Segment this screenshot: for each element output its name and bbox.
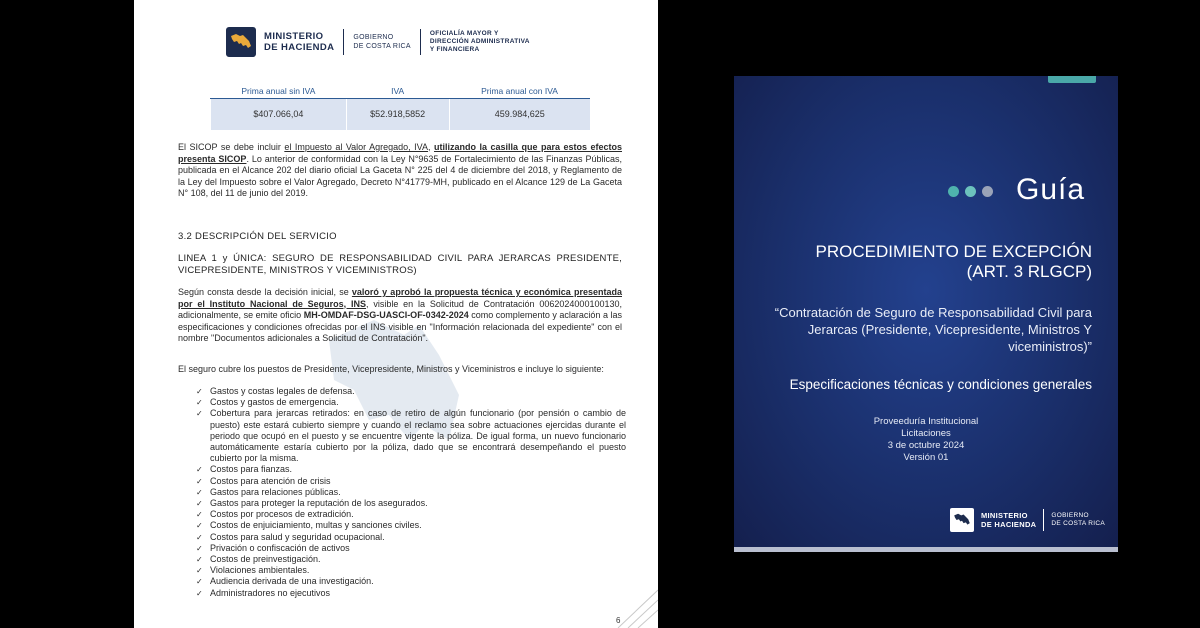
sicop-paragraph: El SICOP se debe incluir el Impuesto al Valor Agregado, IVA, utilizando la casilla que para estos efectos presenta SICOP. Lo anterior de conformidad con la Ley N°9635 de Fortalecimiento de las Finanzas Públicas, publicada en el Alcance 202 del diario oficial La Gaceta N° 225 del 4 de diciembre del 2018, y Reglamento de la Ley del Impuesto sobre el Valor Agregado, Decreto N°41779-MH, publicado en el Alcance 129 de La Gaceta N° 108, del 11 de junio del 2019. <box>178 142 622 198</box>
ministerio-hacienda-label: MINISTERIO DE HACIENDA <box>264 31 335 53</box>
page-number: 6 <box>616 616 621 625</box>
list-item <box>196 520 626 531</box>
list-item-text: Costos por procesos de extradición. <box>210 509 354 520</box>
prima-table <box>210 84 590 130</box>
specifications-subtitle: Especificaciones técnicas y condiciones generales <box>789 377 1092 392</box>
dot-icon <box>982 186 993 197</box>
table-cell: $407.066,04 <box>211 98 347 130</box>
table-header-row <box>211 84 591 98</box>
cover-info: Proveeduría Institucional Licitaciones 3 de octubre 2024 Versión 01 <box>873 416 979 463</box>
check-icon: ✓ <box>196 555 203 565</box>
check-icon: ✓ <box>196 409 203 419</box>
list-item-text: Gastos para proteger la reputación de los asegurados. <box>210 498 428 509</box>
list-item-text: Gastos para relaciones públicas. <box>210 486 341 497</box>
seguro-intro: El seguro cubre los puestos de Presidente, Vicepresidente, Ministros y Viceministros e incluye lo siguiente: <box>178 364 604 374</box>
list-item-text: Audiencia derivada de una investigación. <box>210 576 374 587</box>
oficialia-label: OFICIALÍA MAYOR Y DIRECCIÓN ADMINISTRATIVA Y FINANCIERA <box>429 30 530 53</box>
check-icon: ✓ <box>196 577 203 587</box>
cover-tab-accent <box>1048 76 1096 83</box>
list-item-text: Privación o confiscación de activos <box>210 542 350 553</box>
check-icon: ✓ <box>196 487 203 497</box>
costa-rica-map-logo-icon <box>226 27 256 57</box>
check-icon: ✓ <box>196 521 203 531</box>
list-item-text: Administradores no ejecutivos <box>210 587 331 598</box>
list-item-text: Costos de preinvestigación. <box>210 554 321 565</box>
check-icon: ✓ <box>196 499 203 509</box>
list-item <box>196 588 626 599</box>
gobierno-label: GOBIERNO DE COSTA RICA <box>353 34 411 50</box>
table-row <box>211 98 591 130</box>
check-icon: ✓ <box>196 588 203 598</box>
linea-heading: LINEA 1 y ÚNICA: SEGURO DE RESPONSABILIDAD CIVIL PARA JERARCAS PRESIDENTE, VICEPRESIDENTE, MINISTROS Y VICEMINISTROS) <box>178 253 622 276</box>
list-item-text: Costos y gastos de emergencia. <box>210 397 339 408</box>
list-item <box>196 498 626 509</box>
list-item <box>196 487 626 498</box>
list-item <box>196 476 626 487</box>
list-item <box>196 554 626 565</box>
coverage-list <box>196 386 626 599</box>
list-item <box>196 532 626 543</box>
header-divider <box>343 29 344 55</box>
ministerio-hacienda-label: MINISTERIO DE HACIENDA <box>981 511 1037 529</box>
contract-quote: “Contratación de Seguro de Responsabilidad Civil para Jerarcas (Presidente, Vicepresidente, Ministros Y viceministros)” <box>774 305 1092 354</box>
dot-icon <box>965 186 976 197</box>
costa-rica-map-logo-icon <box>950 508 974 532</box>
list-item <box>196 509 626 520</box>
list-item <box>196 543 626 554</box>
dot-icon <box>948 186 959 197</box>
list-item-text: Costos para salud y seguridad ocupacional. <box>210 531 385 542</box>
list-item-text: Gastos y costas legales de defensa. <box>210 386 355 396</box>
list-item <box>196 408 626 464</box>
corner-decoration <box>598 588 658 628</box>
check-icon: ✓ <box>196 465 203 475</box>
cover-footer-logo <box>950 508 1105 532</box>
check-icon: ✓ <box>196 510 203 520</box>
check-icon: ✓ <box>196 387 203 396</box>
list-item <box>196 464 626 475</box>
list-item-text: Violaciones ambientales. <box>210 565 310 576</box>
guia-title: Guía <box>1016 173 1086 206</box>
check-icon: ✓ <box>196 398 203 408</box>
footer-divider <box>1043 509 1044 531</box>
section-heading: 3.2 DESCRIPCIÓN DEL SERVICIO <box>178 231 337 242</box>
header-divider <box>420 29 421 55</box>
document-page <box>134 0 658 628</box>
cover-bottom-bar <box>734 547 1118 552</box>
check-icon: ✓ <box>196 476 203 486</box>
table-header: IVA <box>346 84 449 98</box>
check-icon: ✓ <box>196 566 203 576</box>
gobierno-label: GOBIERNO DE COSTA RICA <box>1051 512 1106 527</box>
decision-paragraph: Según consta desde la decisión inicial, se valoró y aprobó la propuesta técnica y económica presentada por el Instituto Nacional de Seguros, INS, visible en la Solicitud de Contratación 0062024000100130, adicionalmente, se emite oficio MH-OMDAF-DSG-UASCI-OF-0342-2024 como complemento y aclaración a las especificaciones y condiciones ofrecidas por el INS visible en "Información relacionada del expediente" con el nombre "Documentos adicionales a Solicitud de Contratación". <box>178 287 622 343</box>
procedure-title: PROCEDIMIENTO DE EXCEPCIÓN (ART. 3 RLGCP) <box>815 242 1092 281</box>
guide-cover <box>734 76 1118 552</box>
table-cell: $52.918,5852 <box>346 98 449 130</box>
dots-decoration <box>948 186 993 197</box>
list-item <box>196 565 626 576</box>
list-item-text: Cobertura para jerarcas retirados: en caso de retiro de algún funcionario (por pensión o cambio de puesto) este estará cubierto siempre y cuando el reclamo sea sobre actuaciones ejercidas durante el periodo que ocupó en el puesto y se encuentre vigente la póliza. De igual forma, un nuevo funcionario automáticamente estaría cubierto por la póliza, dado que se encontrará desempeñando el puesto cubierto por la misma. <box>210 408 626 464</box>
list-item <box>196 386 626 397</box>
list-item <box>196 397 626 408</box>
list-item-text: Costos de enjuiciamiento, multas y sanciones civiles. <box>210 520 422 531</box>
check-icon: ✓ <box>196 543 203 553</box>
document-header <box>226 24 530 60</box>
table-header: Prima anual con IVA <box>449 84 590 98</box>
list-item-text: Costos para atención de crisis <box>210 475 331 486</box>
table-cell: 459.984,625 <box>449 98 590 130</box>
table-header: Prima anual sin IVA <box>211 84 347 98</box>
list-item <box>196 576 626 587</box>
check-icon: ✓ <box>196 532 203 542</box>
list-item-text: Costos para fianzas. <box>210 464 293 475</box>
